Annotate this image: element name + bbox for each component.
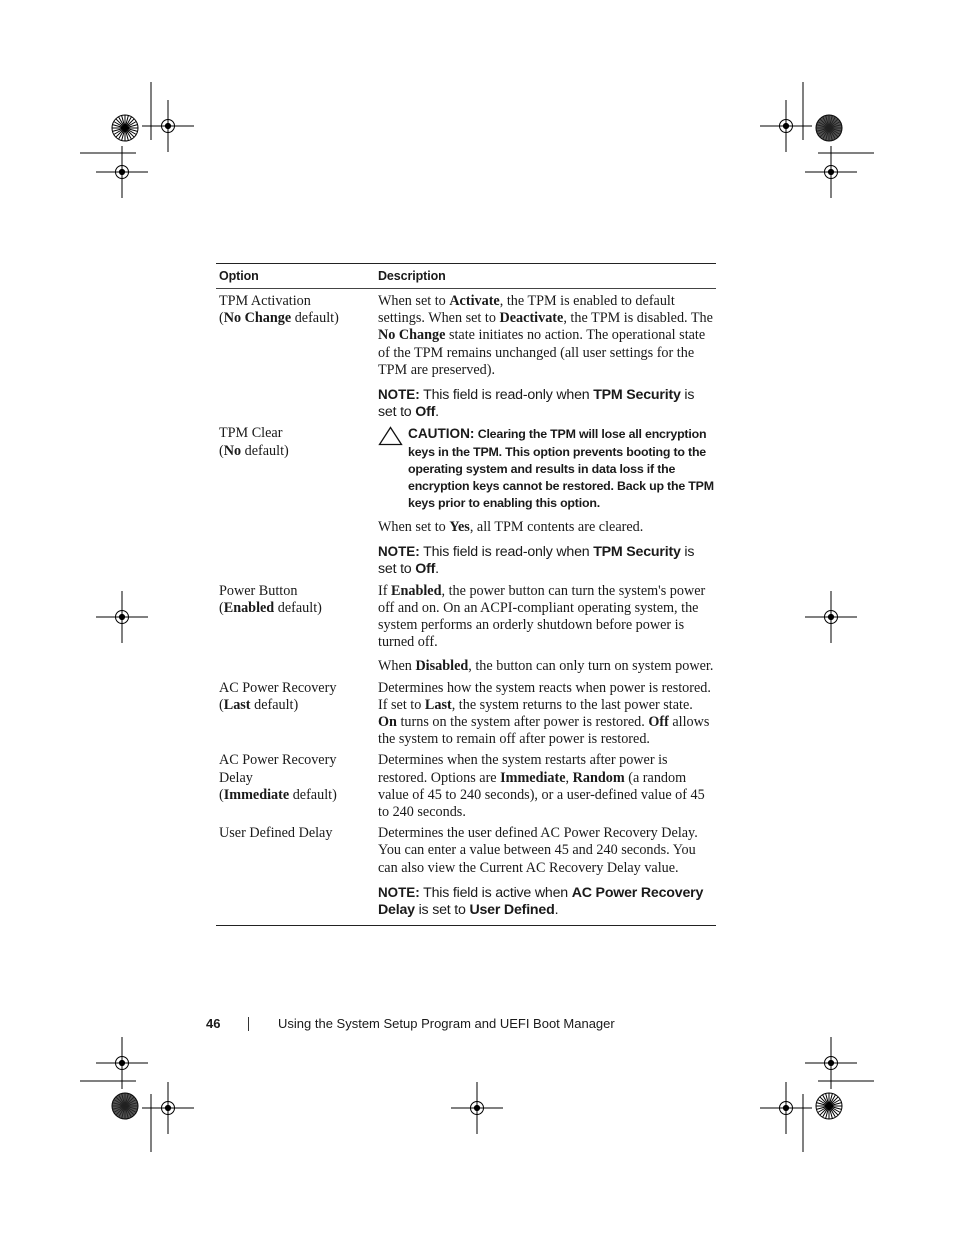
description-cell — [376, 583, 714, 676]
options-table — [216, 263, 716, 926]
bold-term: On — [378, 713, 397, 730]
description-cell — [376, 425, 714, 578]
caution-block — [378, 425, 714, 511]
option-cell: User Defined Delay — [219, 825, 333, 842]
note-label: NOTE: — [378, 884, 420, 900]
bold-term: Enabled — [223, 599, 275, 616]
note-paragraph: NOTE: This field is read-only when TPM Security is set to Off. — [378, 387, 695, 421]
option-cell: AC Power Recovery (Last default) — [219, 679, 337, 713]
note-paragraph: NOTE: This field is read-only when TPM Security is set to Off. — [378, 544, 695, 578]
description-cell — [376, 293, 714, 421]
description-paragraph: Determines how the system reacts when power is restored. If set to Last, the system returns to the last power state. On turns on the system after power is restored. Off allows the system to remain off after power is restored. — [378, 679, 711, 748]
bold-term: Off — [415, 404, 436, 421]
caution-label: CAUTION: — [408, 426, 475, 442]
table-row — [216, 579, 716, 676]
description-paragraph: Determines the user defined AC Power Recovery Delay. You can enter a value between 45 and 240 seconds. You can also view the Current AC Recovery Delay value. — [378, 825, 698, 876]
table-row — [216, 676, 716, 749]
bold-term: AC Power Recovery Delay — [378, 884, 704, 918]
caution-triangle-icon — [378, 425, 408, 451]
option-cell: TPM Activation (No Change default) — [219, 293, 339, 327]
description-cell — [376, 752, 714, 821]
bold-term: Activate — [449, 293, 500, 309]
table-header-row — [216, 264, 716, 289]
header-option: Option — [219, 269, 259, 283]
option-cell: Power Button (Enabled default) — [219, 582, 322, 616]
bold-term: Enabled — [391, 582, 442, 599]
note-label: NOTE: — [378, 544, 420, 560]
description-cell — [376, 825, 714, 919]
bold-term: Off — [415, 561, 436, 578]
bold-term: No Change — [223, 310, 292, 327]
description-cell — [376, 680, 714, 749]
note-label: NOTE: — [378, 387, 420, 403]
bold-term: TPM Security — [593, 544, 681, 561]
bold-term: No Change — [378, 327, 446, 344]
bold-term: Disabled — [415, 658, 469, 675]
table-row — [216, 821, 716, 919]
option-cell: TPM Clear (No default) — [219, 425, 289, 459]
bold-term: User Defined — [469, 901, 555, 918]
option-cell: AC Power Recovery Delay (Immediate default) — [219, 752, 337, 803]
bold-term: Last — [424, 696, 452, 713]
note-paragraph: NOTE: This field is active when AC Power Recovery Delay is set to User Defined. — [378, 884, 704, 918]
table-body — [216, 289, 716, 919]
description-paragraph: If Enabled, the power button can turn the system's power off and on. On an ACPI-compliant operating system, the system performs an orderly shutdown before power is turned off. — [378, 582, 706, 651]
bold-term: Last — [223, 696, 251, 713]
page-number: 46 — [206, 1016, 221, 1031]
bold-term: Yes — [449, 518, 470, 535]
footer-title: Using the System Setup Program and UEFI Boot Manager — [278, 1016, 615, 1031]
description-paragraph: Determines when the system restarts after power is restored. Options are Immediate, Random (a random value of 45 to 240 seconds), or a user-defined value of 45 to 240 seconds. — [378, 752, 705, 820]
description-paragraph: When set to Activate, the TPM is enabled to default settings. When set to Deactivate, the TPM is disabled. The No Change state initiates no action. The operational state of the TPM remains unchanged (all user settings for the TPM are preserved). — [378, 293, 713, 378]
bold-term: Immediate — [223, 786, 290, 803]
caution-text: CAUTION: Clearing the TPM will lose all encryption keys in the TPM. This option prevents booting to the operating system and results in data loss if the encryption keys cannot be restored. Back up the TPM keys prior to enabling this option. — [408, 426, 714, 510]
bold-term: Off — [648, 713, 669, 730]
table-row — [216, 748, 716, 821]
bold-term: Deactivate — [499, 310, 564, 327]
bold-term: Immediate — [500, 769, 566, 786]
table-row — [216, 289, 716, 421]
bold-term: No — [223, 442, 242, 459]
header-description: Description — [378, 269, 446, 283]
bold-term: Random — [572, 769, 625, 786]
bold-term: TPM Security — [593, 387, 681, 404]
description-paragraph: When set to Yes, all TPM contents are cleared. — [378, 518, 644, 535]
description-paragraph: When Disabled, the button can only turn on system power. — [378, 658, 714, 675]
table-row — [216, 421, 716, 578]
footer-divider — [248, 1017, 249, 1031]
table-bottom-rule — [216, 925, 716, 926]
